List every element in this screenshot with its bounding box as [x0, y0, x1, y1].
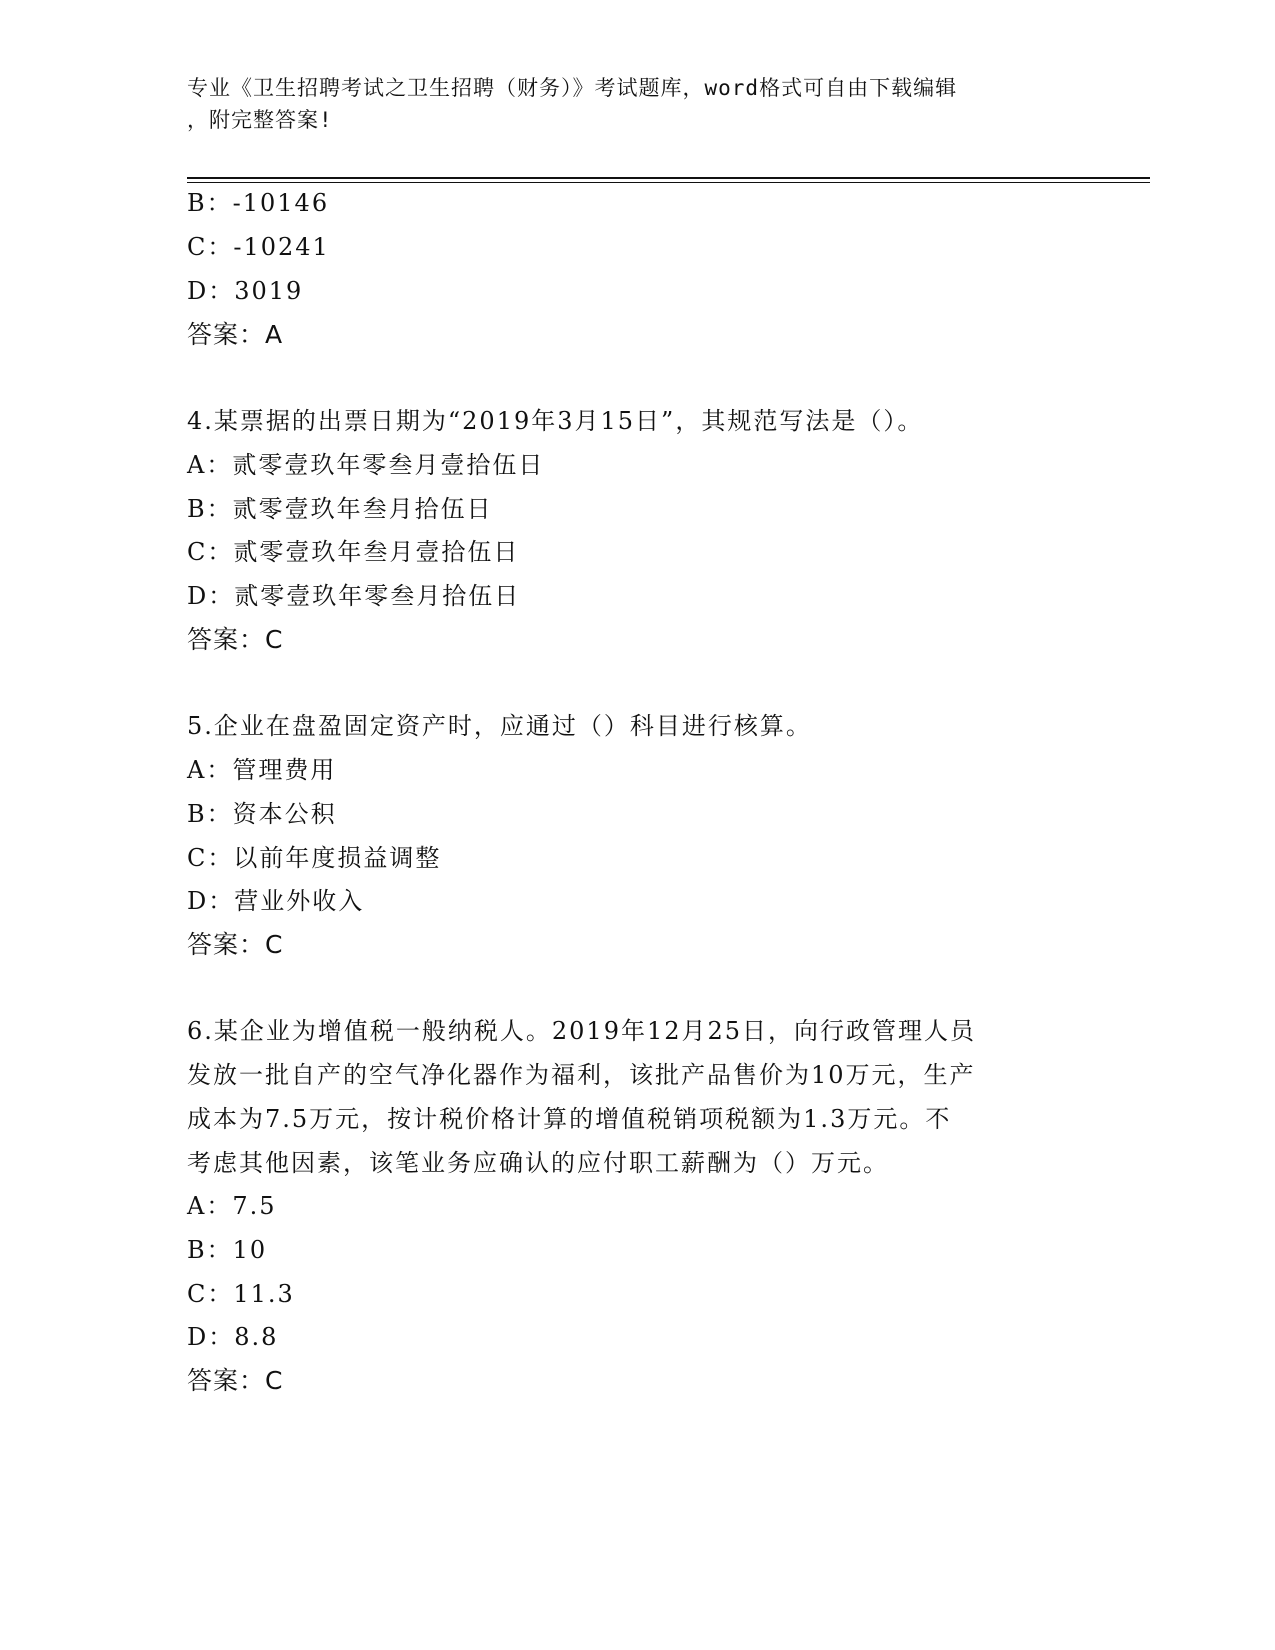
q3-option-c: C：-10241	[187, 233, 330, 261]
header-line-1: 专业《卫生招聘考试之卫生招聘（财务）》考试题库，word格式可自由下载编辑	[187, 76, 958, 100]
q6-option-d: D：8.8	[187, 1323, 279, 1351]
q6-option-a: A：7.5	[187, 1192, 277, 1220]
q3-option-b: B：-10146	[187, 189, 330, 217]
q6-option-b: B：10	[187, 1236, 268, 1264]
q4-stem: 4.某票据的出票日期为“2019年3月15日”，其规范写法是（）。	[187, 407, 924, 435]
q6-answer: 答案：C	[187, 1366, 284, 1395]
q4-option-c: C：贰零壹玖年叁月壹拾伍日	[187, 538, 520, 566]
q5-option-d: D：营业外收入	[187, 887, 365, 915]
q4-option-b: B：贰零壹玖年叁月拾伍日	[187, 495, 493, 523]
header-divider-thin	[187, 182, 1150, 183]
q4-answer: 答案：C	[187, 625, 284, 654]
q5-option-b: B：资本公积	[187, 800, 337, 828]
q5-option-c: C：以前年度损益调整	[187, 844, 442, 872]
q4-option-d: D：贰零壹玖年零叁月拾伍日	[187, 582, 521, 610]
header-divider-thick	[187, 177, 1150, 179]
q3-answer: 答案：A	[187, 320, 284, 349]
q5-option-a: A：管理费用	[187, 756, 337, 784]
q6-stem-line-2: 发放一批自产的空气净化器作为福利，该批产品售价为10万元，生产	[187, 1061, 976, 1089]
q5-answer: 答案：C	[187, 930, 284, 959]
document-header	[187, 72, 1067, 136]
q6-option-c: C：11.3	[187, 1280, 295, 1308]
q6-stem-line-1: 6.某企业为增值税一般纳税人。2019年12月25日，向行政管理人员	[187, 1017, 977, 1045]
q5-stem: 5.企业在盘盈固定资产时，应通过（）科目进行核算。	[187, 712, 812, 740]
q3-option-d: D：3019	[187, 277, 304, 305]
q6-stem-line-4: 考虑其他因素，该笔业务应确认的应付职工薪酬为（）万元。	[187, 1149, 889, 1177]
q4-option-a: A：贰零壹玖年零叁月壹拾伍日	[187, 451, 545, 479]
q6-stem-line-3: 成本为7.5万元，按计税价格计算的增值税销项税额为1.3万元。不	[187, 1105, 952, 1133]
header-line-2: ，附完整答案!	[187, 108, 333, 132]
